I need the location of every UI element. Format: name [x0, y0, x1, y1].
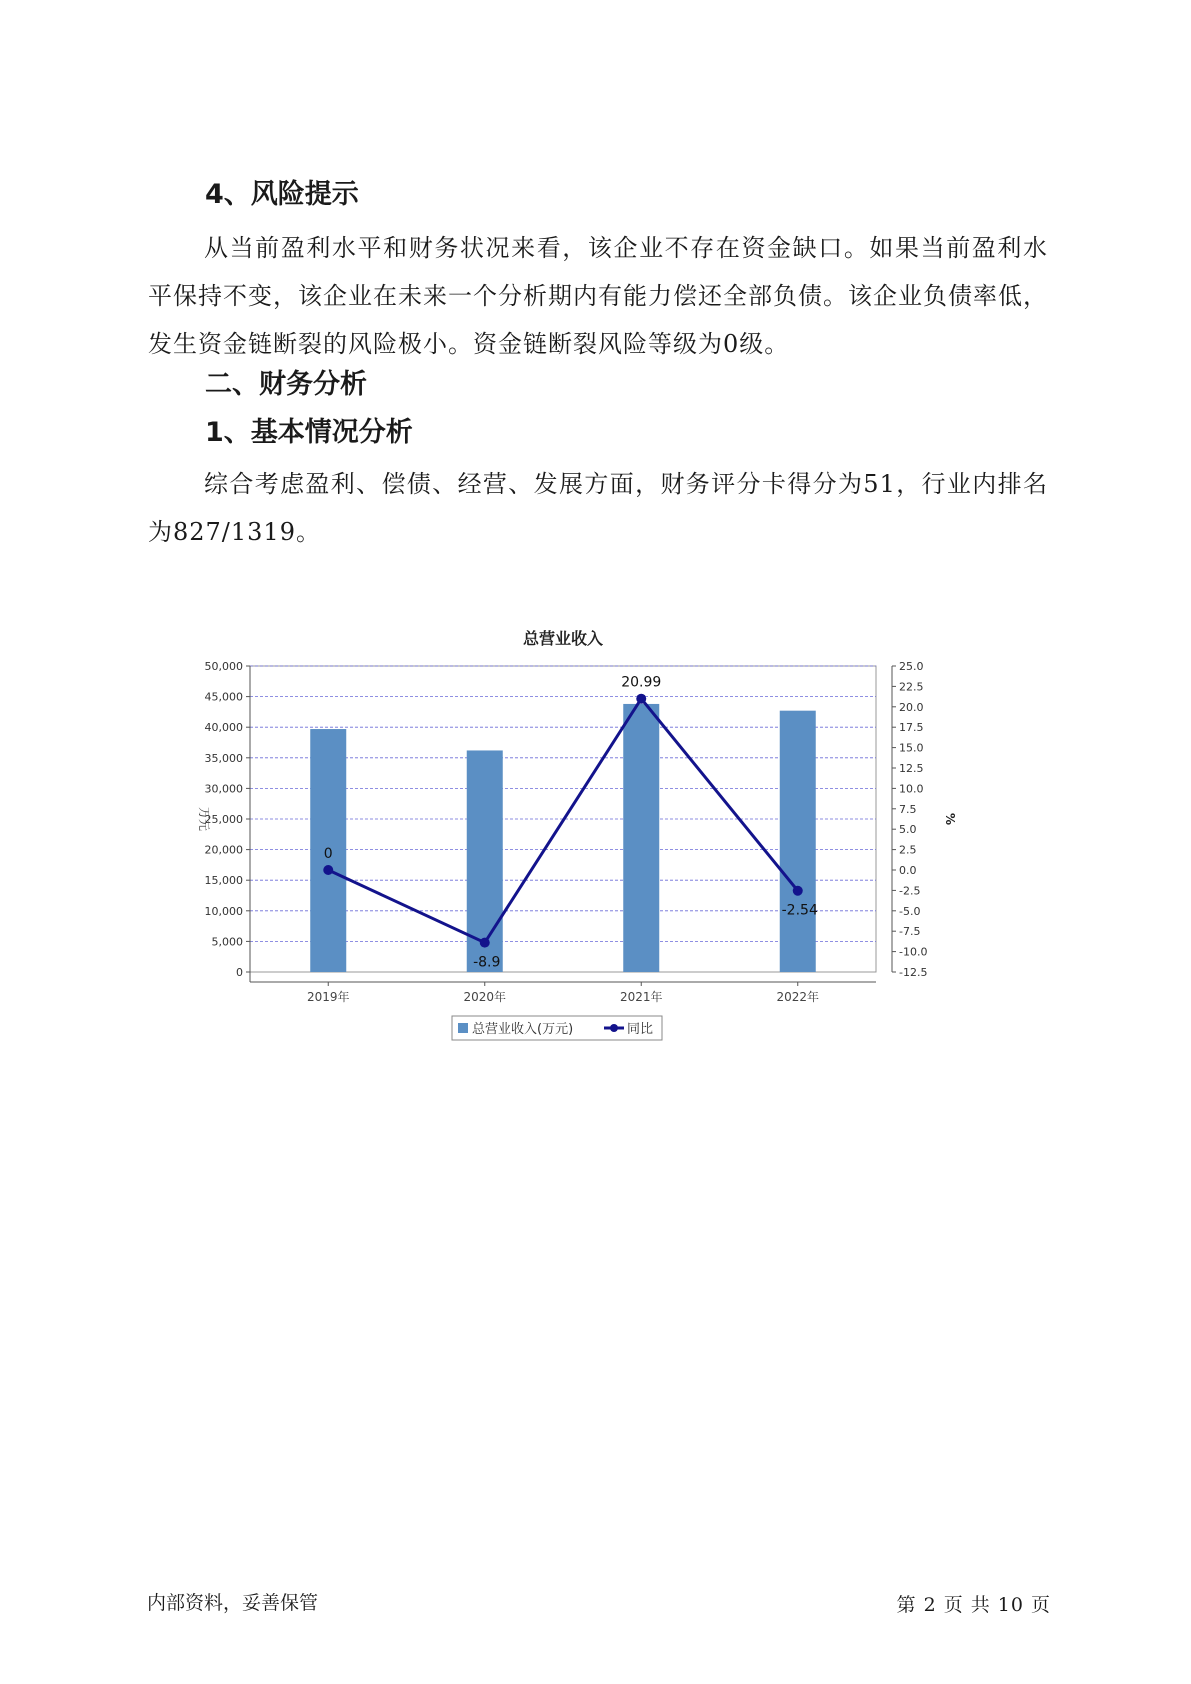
right-tick-label: -7.5	[899, 925, 921, 939]
x-tick-label: 2022年	[776, 990, 820, 1004]
yoy-data-label: 0	[323, 846, 333, 862]
right-tick-label: 10.0	[899, 782, 924, 796]
bar	[780, 711, 816, 972]
right-tick-label: -10.0	[899, 945, 928, 959]
chart-title: 总营业收入	[522, 629, 604, 648]
left-tick-label: 30,000	[204, 782, 243, 796]
x-tick-label: 2019年	[306, 990, 350, 1004]
right-tick-label: -5.0	[899, 904, 921, 918]
basic-paragraph: 综合考虑盈利、偿债、经营、发展方面，财务评分卡得分为51，行业内排名为827/1319。	[148, 470, 1048, 546]
x-tick-label: 2021年	[619, 990, 663, 1004]
right-tick-label: -12.5	[899, 966, 928, 979]
legend-line-marker	[610, 1024, 618, 1032]
left-tick-label: 15,000	[204, 874, 243, 888]
x-tick-label: 2020年	[463, 990, 507, 1004]
sub-heading-basic: 1、基本情况分析	[205, 417, 413, 448]
bar-series	[310, 704, 816, 972]
yoy-data-label: -8.9	[473, 954, 501, 971]
section-heading-finance: 二、财务分析	[205, 369, 367, 400]
right-tick-label: -2.5	[899, 884, 921, 898]
footer-confidential: 内部资料，妥善保管	[147, 1592, 319, 1614]
bar	[623, 704, 659, 972]
right-tick-label: 15.0	[899, 741, 924, 755]
right-tick-label: 0.0	[899, 864, 917, 877]
right-tick-label: 12.5	[899, 762, 924, 775]
left-tick-label: 40,000	[204, 721, 243, 735]
right-tick-label: 2.5	[899, 843, 917, 857]
yoy-line	[328, 699, 798, 943]
yoy-point	[323, 865, 333, 875]
left-tick-label: 0	[236, 966, 243, 979]
revenue-chart	[180, 620, 1000, 1080]
yoy-data-label: 20.99	[621, 674, 662, 691]
left-axis-label: 万元	[197, 806, 211, 832]
left-tick-label: 45,000	[204, 690, 243, 704]
left-tick-label: 5,000	[211, 935, 243, 949]
line-series	[323, 694, 803, 948]
right-tick-label: 5.0	[899, 823, 917, 837]
section-heading-risk: 4、风险提示	[205, 179, 359, 210]
legend-bar-label: 总营业收入(万元)	[472, 1022, 574, 1037]
yoy-data-label: -2.54	[781, 902, 818, 919]
footer-page-number: 第 2 页 共 10 页	[896, 1594, 1051, 1616]
legend-bar-swatch	[458, 1023, 468, 1033]
right-tick-label: 25.0	[899, 660, 924, 673]
legend-line-label: 同比	[627, 1022, 654, 1037]
yoy-point	[480, 938, 490, 948]
left-tick-label: 25,000	[204, 813, 243, 826]
risk-paragraph: 从当前盈利水平和财务状况来看，该企业不存在资金缺口。如果当前盈利水平保持不变，该企业在未来一个分析期内有能力偿还全部负债。该企业负债率低，发生资金链断裂的风险极小。资金链断裂风险等级为0级。	[148, 234, 1048, 358]
yoy-point	[636, 694, 646, 704]
right-axis-label: %	[943, 812, 957, 826]
left-tick-label: 20,000	[204, 843, 243, 857]
right-tick-label: 17.5	[899, 721, 924, 735]
left-tick-label: 50,000	[204, 660, 243, 673]
yoy-point	[793, 886, 803, 896]
right-tick-label: 7.5	[899, 802, 917, 816]
right-tick-label: 22.5	[899, 680, 924, 694]
right-tick-label: 20.0	[899, 700, 924, 714]
left-tick-label: 35,000	[204, 751, 243, 765]
left-tick-label: 10,000	[204, 904, 243, 918]
